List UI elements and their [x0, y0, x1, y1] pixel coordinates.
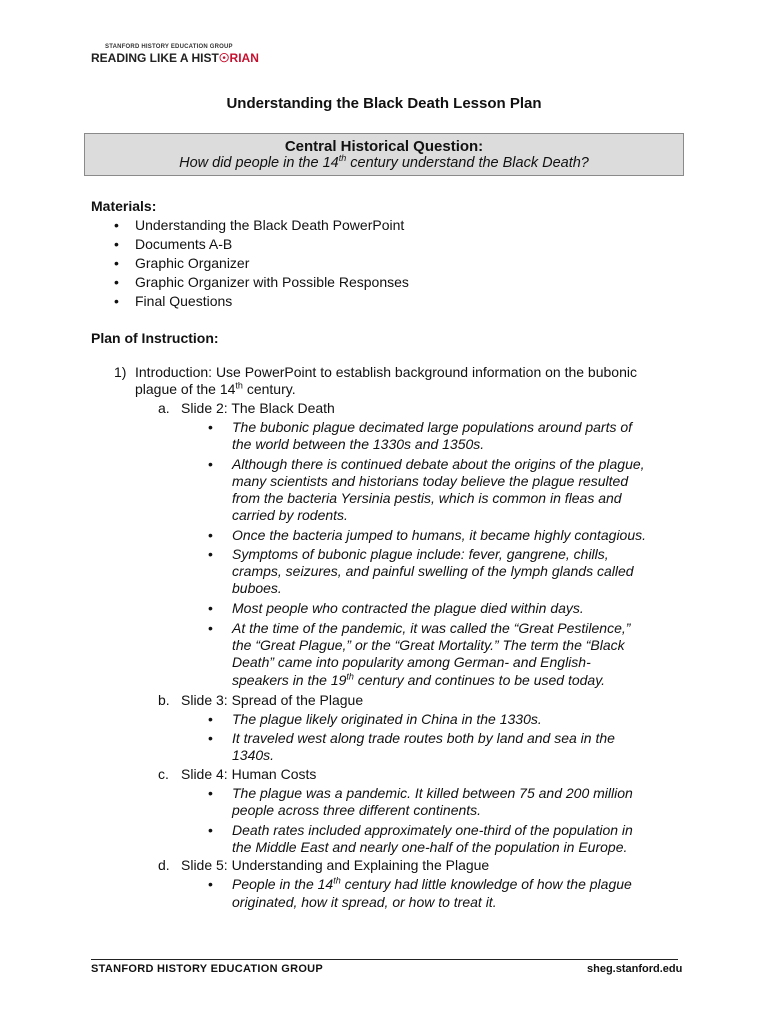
list-item: • Understanding the Black Death PowerPoint [114, 216, 409, 235]
central-question-part2: century understand the Black Death? [346, 155, 589, 171]
list-item: • Final Questions [114, 292, 409, 311]
slide2-title: Slide 2: The Black Death [181, 400, 335, 416]
slide2-bullet2-l2: many scientists and historians today believe the plague resulted [232, 473, 629, 489]
plan-heading: Plan of Instruction: [91, 330, 219, 346]
slide5-bullet1-l1 [232, 876, 632, 893]
step1-line2-sup: th [235, 380, 243, 391]
slide2-bullet1-l1: • The bubonic plague decimated large populations around parts of [232, 419, 632, 436]
list-item: • Documents A-B [114, 235, 409, 254]
list-item: • Graphic Organizer [114, 254, 409, 273]
step-number: 1) [114, 364, 127, 380]
logo-wordmark-part2: ☉RIAN [218, 51, 259, 65]
materials-list [114, 216, 409, 311]
slide-label: a. [158, 400, 170, 416]
slide2-bullet6-l4-part2: century and continues to be used today. [353, 672, 606, 688]
slide5-bullet1-part1: People in the 14 [232, 876, 334, 892]
logo-group-name: STANFORD HISTORY EDUCATION GROUP [105, 44, 233, 50]
slide5-bullet1-l2: originated, how it spread, or how to treat it. [232, 894, 497, 910]
slide3-bullet1: • The plague likely originated in China in the 1330s. [232, 711, 542, 728]
slide2-bullet2-l1: • Although there is continued debate about the origins of the plague, [232, 456, 645, 473]
slide3-bullet2-l2: 1340s. [232, 747, 275, 763]
footer-organization: STANFORD HISTORY EDUCATION GROUP [91, 963, 324, 975]
slide2-bullet6-l3: Death” came into popularity among German- and English- [232, 654, 591, 670]
slide4-title: Slide 4: Human Costs [181, 766, 317, 782]
slide5-title: Slide 5: Understanding and Explaining the Plague [181, 857, 490, 873]
slide2-bullet6-l4-part1: speakers in the 19 [232, 672, 347, 688]
materials-heading: Materials: [91, 198, 157, 214]
central-question-part1: How did people in the 14 [179, 155, 339, 171]
slide2-bullet6-l2: the “Great Plague,” or the “Great Mortality.” The term the “Black [232, 637, 625, 653]
slide4-bullet2-l1: • Death rates included approximately one-third of the population in [232, 822, 633, 839]
step1-line2-part2: century. [242, 381, 296, 397]
slide3-title: Slide 3: Spread of the Plague [181, 692, 364, 708]
logo-wordmark-part1: READING LIKE A HIST [91, 51, 219, 65]
slide2-bullet4-l1: • Symptoms of bubonic plague include: fever, gangrene, chills, [232, 546, 609, 563]
step1-line2 [135, 381, 296, 398]
slide4-bullet1-l2: people across three different continents. [232, 802, 482, 818]
slide2-bullet6-l4-sup: th [346, 671, 354, 682]
step1-line1: Introduction: Use PowerPoint to establish background information on the bubonic [135, 364, 637, 380]
logo-wordmark [91, 51, 259, 65]
central-question-label: Central Historical Question: [284, 138, 484, 155]
central-question-sup: th [338, 153, 347, 164]
slide2-bullet5: • Most people who contracted the plague died within days. [232, 600, 584, 617]
slide5-bullet1-sup: th [333, 875, 341, 886]
slide4-bullet2-l2: the Middle East and nearly one-half of the population in Europe. [232, 839, 628, 855]
logo [91, 44, 259, 65]
slide4-bullet1-l1: • The plague was a pandemic. It killed between 75 and 200 million [232, 785, 633, 802]
list-item: • Graphic Organizer with Possible Responses [114, 273, 409, 292]
slide2-bullet6-l4 [232, 672, 605, 689]
slide-label: b. [158, 692, 170, 708]
slide2-bullet2-l4: carried by rodents. [232, 507, 348, 523]
slide2-bullet3: • Once the bacteria jumped to humans, it became highly contagious. [232, 527, 646, 544]
slide5-bullet1-part2: century had little knowledge of how the plague [340, 876, 632, 892]
central-question-text [85, 155, 683, 171]
footer-divider [91, 959, 678, 960]
document-title: Understanding the Black Death Lesson Plan [226, 95, 542, 112]
slide2-bullet4-l3: buboes. [232, 580, 282, 596]
slide2-bullet4-l2: cramps, seizures, and painful swelling of the lymph glands called [232, 563, 634, 579]
central-question-box [84, 133, 684, 176]
slide2-bullet1-l2: the world between the 1330s and 1350s. [232, 436, 485, 452]
step1-line2-part1: plague of the 14 [135, 381, 236, 397]
slide2-bullet6-l1: • At the time of the pandemic, it was called the “Great Pestilence,” [232, 620, 630, 637]
slide-label: c. [158, 766, 169, 782]
slide2-bullet2-l3: from the bacteria Yersinia pestis, which is common in fleas and [232, 490, 622, 506]
slide3-bullet2-l1: • It traveled west along trade routes both by land and sea in the [232, 730, 615, 747]
slide-label: d. [158, 857, 170, 873]
footer-website: sheg.stanford.edu [587, 963, 683, 975]
